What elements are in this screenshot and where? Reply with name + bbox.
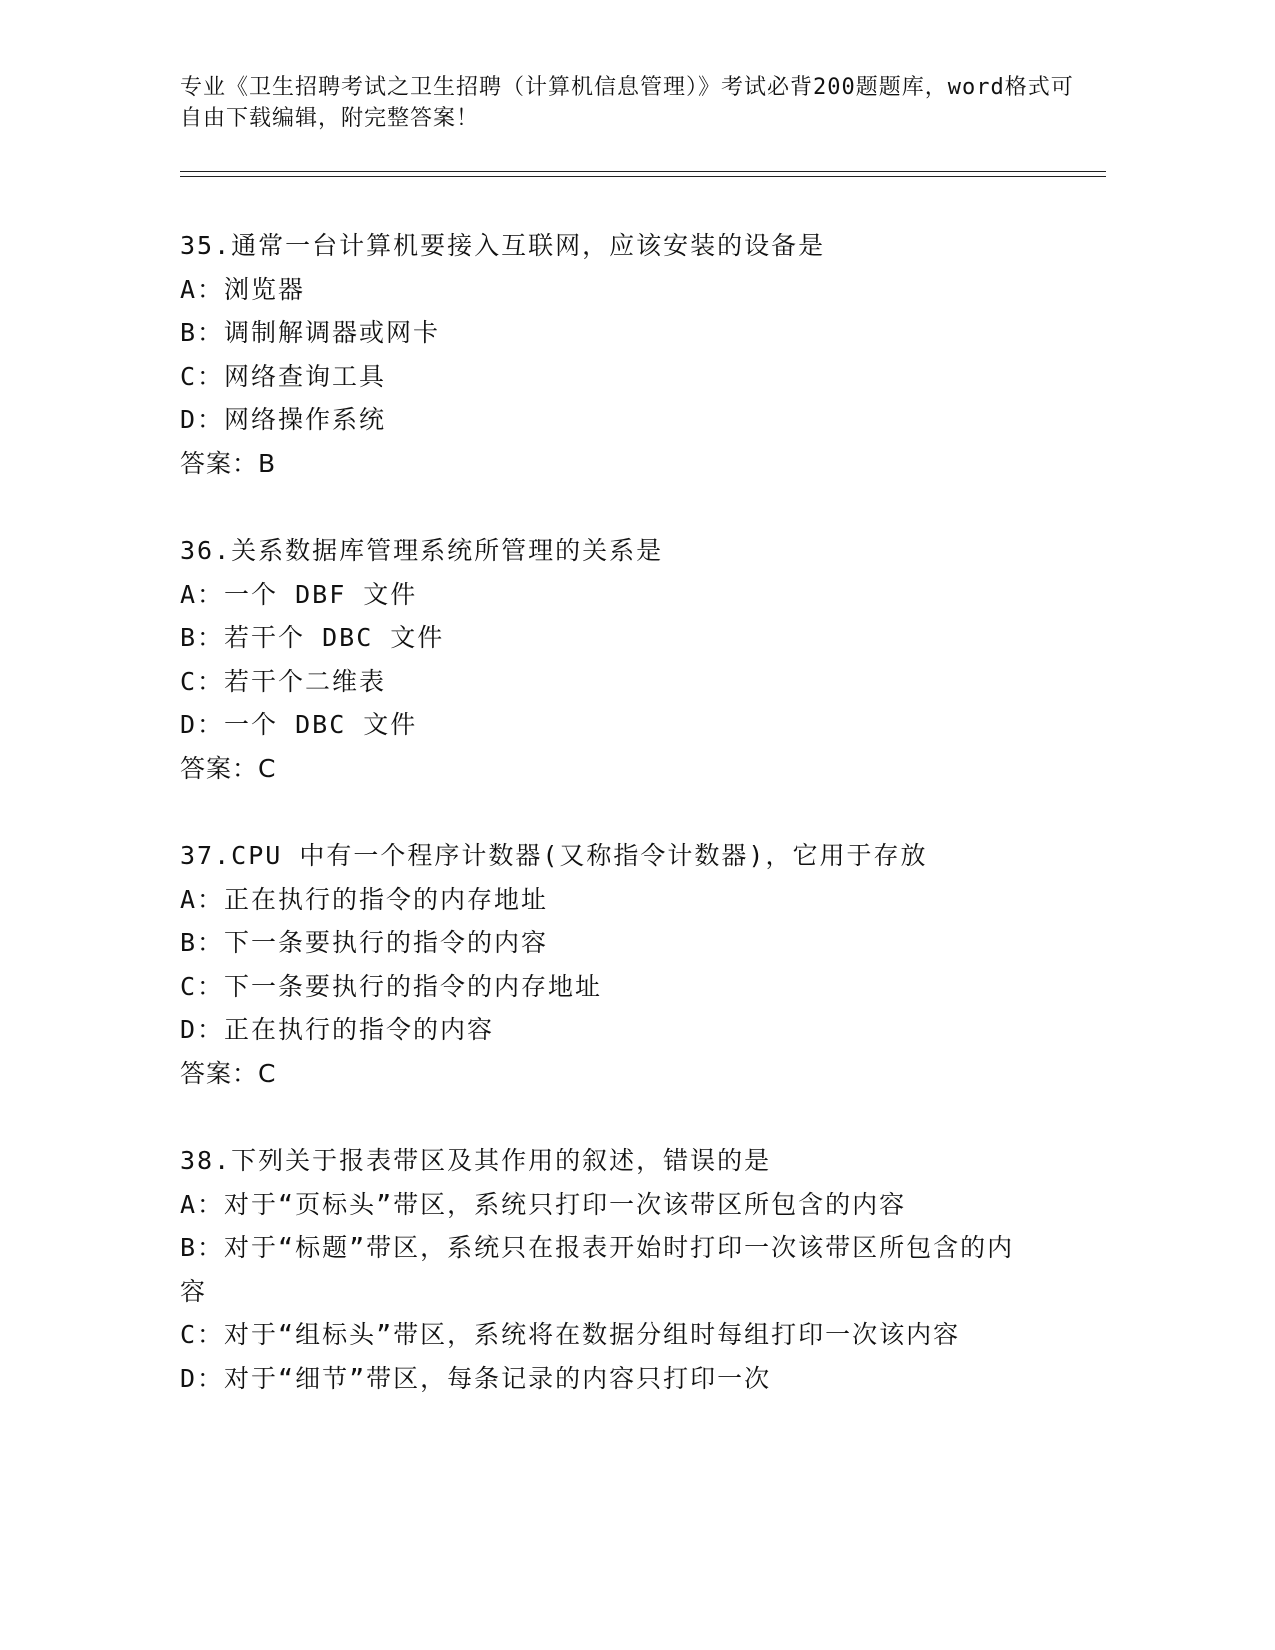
option-d: D：一个 DBC 文件 <box>180 710 418 739</box>
question-38 <box>180 1139 1040 1400</box>
question-stem: 36.关系数据库管理系统所管理的关系是 <box>180 536 664 565</box>
option-c: C：网络查询工具 <box>180 361 387 391</box>
option-c: C：若干个二维表 <box>180 666 387 696</box>
option-d: D：网络操作系统 <box>180 405 387 434</box>
option-d: D：正在执行的指令的内容 <box>180 1015 495 1044</box>
question-stem: 38.下列关于报表带区及其作用的叙述，错误的是 <box>180 1146 772 1175</box>
answer-label: 答案：C <box>180 1058 277 1088</box>
answer-label: 答案：B <box>180 448 277 478</box>
question-36 <box>180 529 1040 790</box>
header-divider-bottom <box>180 176 1106 177</box>
question-35 <box>180 224 1040 485</box>
option-a: A：正在执行的指令的内存地址 <box>180 884 549 914</box>
question-37 <box>180 834 1040 1095</box>
option-b: B：调制解调器或网卡 <box>180 318 441 347</box>
option-a: A：浏览器 <box>180 274 306 304</box>
option-b: B：下一条要执行的指令的内容 <box>180 928 549 957</box>
option-a: A：一个 DBF 文件 <box>180 579 418 609</box>
option-b: B：对于“标题”带区，系统只在报表开始时打印一次该带区所包含的内容 <box>180 1233 1015 1306</box>
option-c: C：下一条要执行的指令的内存地址 <box>180 971 603 1001</box>
option-a: A：对于“页标头”带区，系统只打印一次该带区所包含的内容 <box>180 1189 907 1219</box>
option-d: D：对于“细节”带区，每条记录的内容只打印一次 <box>180 1363 772 1393</box>
answer-label: 答案：C <box>180 753 277 783</box>
option-c: C：对于“组标头”带区，系统将在数据分组时每组打印一次该内容 <box>180 1320 961 1349</box>
question-stem: 35.通常一台计算机要接入互联网，应该安装的设备是 <box>180 231 826 260</box>
question-stem: 37.CPU 中有一个程序计数器(又称指令计数器)，它用于存放 <box>180 841 928 870</box>
header-divider-top <box>180 171 1106 172</box>
document-intro: 专业《卫生招聘考试之卫生招聘（计算机信息管理）》考试必背200题题库，word格式可自由下载编辑，附完整答案！ <box>180 75 1074 131</box>
option-b: B：若干个 DBC 文件 <box>180 623 445 652</box>
